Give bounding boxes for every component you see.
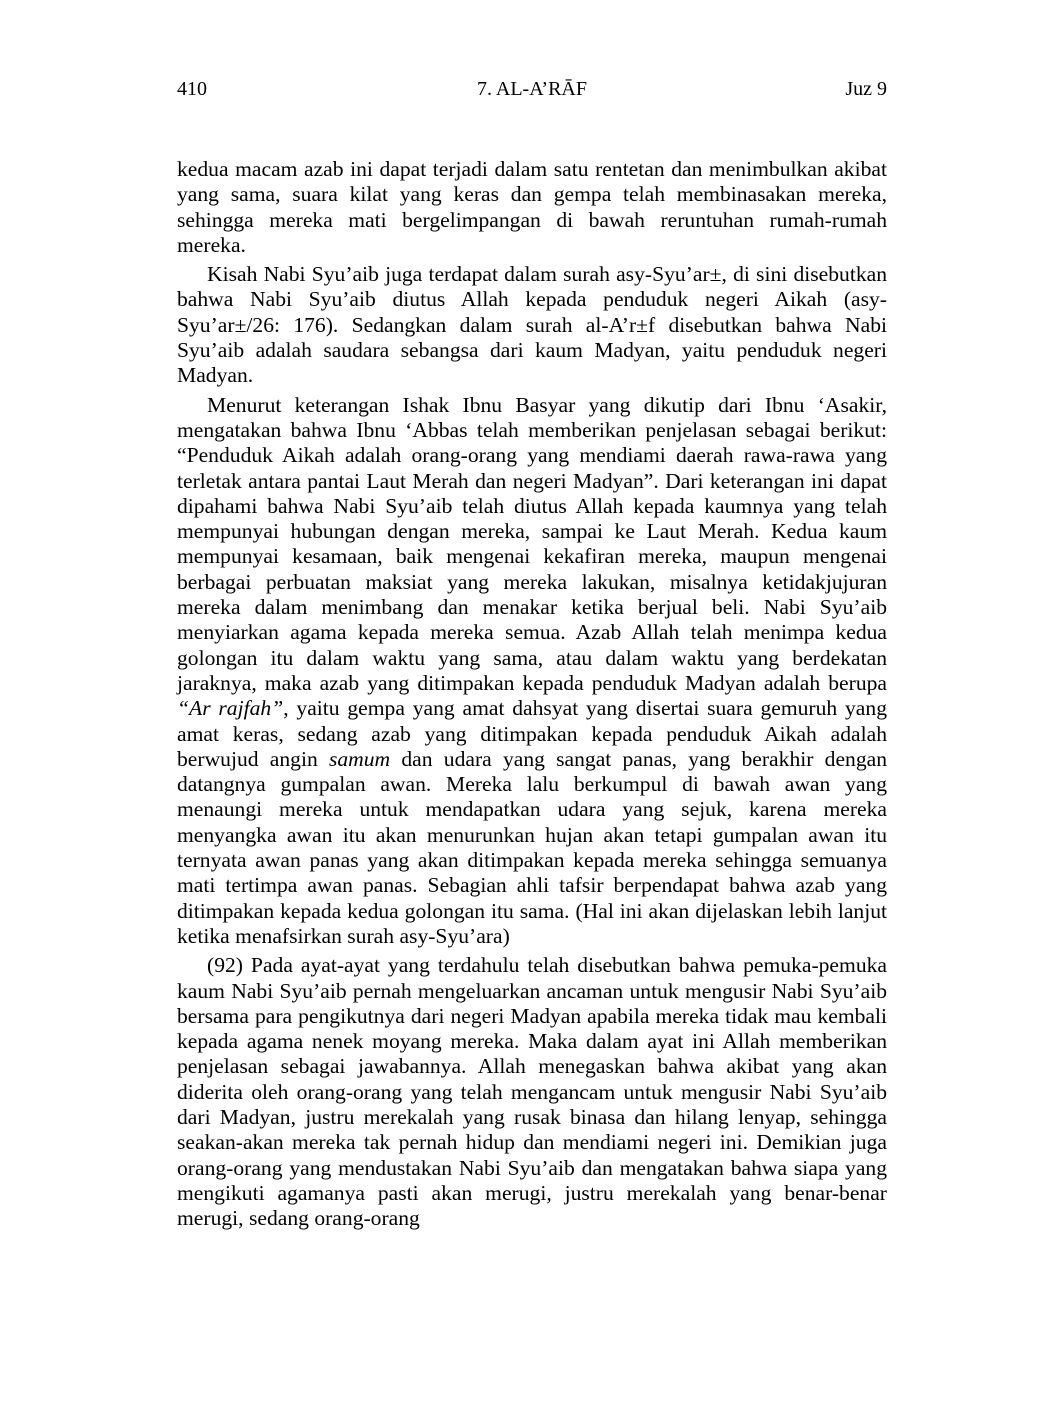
paragraph-text: dan udara yang sangat panas, yang berakhir dengan datangnya gumpalan awan. Mereka lalu berkumpul di bawah awan yang menaungi mereka untuk mendapatkan udara yang sejuk, karena mereka menyangka awan itu akan menurunkan hujan akan tetapi gumpalan awan itu ternyata awan panas yang akan ditimpakan kepada mereka sehingga semuanya mati tertimpa awan panas. Sebagian ahli tafsir berpendapat bahwa azab yang ditimpakan kepada kedua golongan itu sama. (Hal ini akan dijelaskan lebih lanjut ketika menafsirkan surah asy-Syu’ara) <box>177 746 888 948</box>
italic-term: samum <box>328 746 391 771</box>
italic-term: “Ar rajfah” <box>177 696 284 721</box>
page-number: 410 <box>177 78 207 100</box>
paragraph-text: Menurut keterangan Ishak Ibnu Basyar yang dikutip dari Ibnu ‘Asakir, mengatakan bahwa Ibnu ‘Abbas telah memberikan penjelasan sebagai berikut: “Penduduk Aikah adalah orang-orang yang mendiami daerah rawa-rawa yang terletak antara pantai Laut Merah dan negeri Madyan”. Dari keterangan ini dapat dipahami bahwa Nabi Syu’aib telah diutus Allah kepada kaumnya yang telah mempunyai hubungan dengan mereka, sampai ke Laut Merah. Kedua kaum mempunyai kesamaan, baik mengenai kekafiran mereka, maupun mengenai berbagai perbuatan maksiat yang mereka lakukan, misalnya ketidakjujuran mereka dalam menimbang dan menakar ketika berjual beli. Nabi Syu’aib menyiarkan agama kepada mereka semua. Azab Allah telah menimpa kedua golongan itu dalam waktu yang sama, atau dalam waktu yang berdekatan jaraknya, maka azab yang ditimpakan kepada penduduk Madyan adalah berupa <box>177 392 887 695</box>
paragraph-text: , yaitu gempa yang amat dahsyat yang disertai suara gemuruh yang amat keras, sedang azab yang ditimpakan kepada penduduk Aikah adalah berwujud angin <box>177 696 887 771</box>
paragraph: (92) Pada ayat-ayat yang terdahulu telah disebutkan bahwa pemuka-pemuka kaum Nabi Syu’aib pernah mengeluarkan ancaman untuk mengusir Nabi Syu’aib bersama para pengikutnya dari negeri Madyan apabila mereka tidak mau kembali kepada agama nenek moyang mereka. Maka dalam ayat ini Allah memberikan penjelasan sebagai jawabannya. Allah menegaskan bahwa akibat yang akan diderita oleh orang-orang yang telah mengancam untuk mengusir Nabi Syu’aib dari Madyan, justru merekalah yang rusak binasa dan hilang lenyap, sehingga seakan-akan mereka tak pernah hidup dan mendiami negeri ini. Demikian juga orang-orang yang mendustakan Nabi Syu’aib dan mengatakan bahwa siapa yang mengikuti agamanya pasti akan merugi, justru merekalah yang benar-benar merugi, sedang orang-orang <box>177 953 887 1231</box>
paragraph <box>177 393 887 950</box>
juz-label: Juz 9 <box>845 78 887 100</box>
paragraph: kedua macam azab ini dapat terjadi dalam satu rentetan dan menimbulkan akibat yang sama, suara kilat yang keras dan gempa telah membinasakan mereka, sehingga mereka mati bergelimpangan di bawah reruntuhan rumah-rumah mereka. <box>177 157 887 257</box>
page-body <box>177 157 887 1235</box>
chapter-title: 7. AL-A’RĀF <box>476 78 587 100</box>
paragraph: Kisah Nabi Syu’aib juga terdapat dalam surah asy-Syu’ar±, di sini disebutkan bahwa Nabi Syu’aib diutus Allah kepada penduduk negeri Aikah (asy-Syu’ar±/26: 176). Sedangkan dalam surah al-A’r±f disebutkan bahwa Nabi Syu’aib adalah saudara sebangsa dari kaum Madyan, yaitu penduduk negeri Madyan. <box>177 262 887 388</box>
page-header <box>177 76 887 102</box>
